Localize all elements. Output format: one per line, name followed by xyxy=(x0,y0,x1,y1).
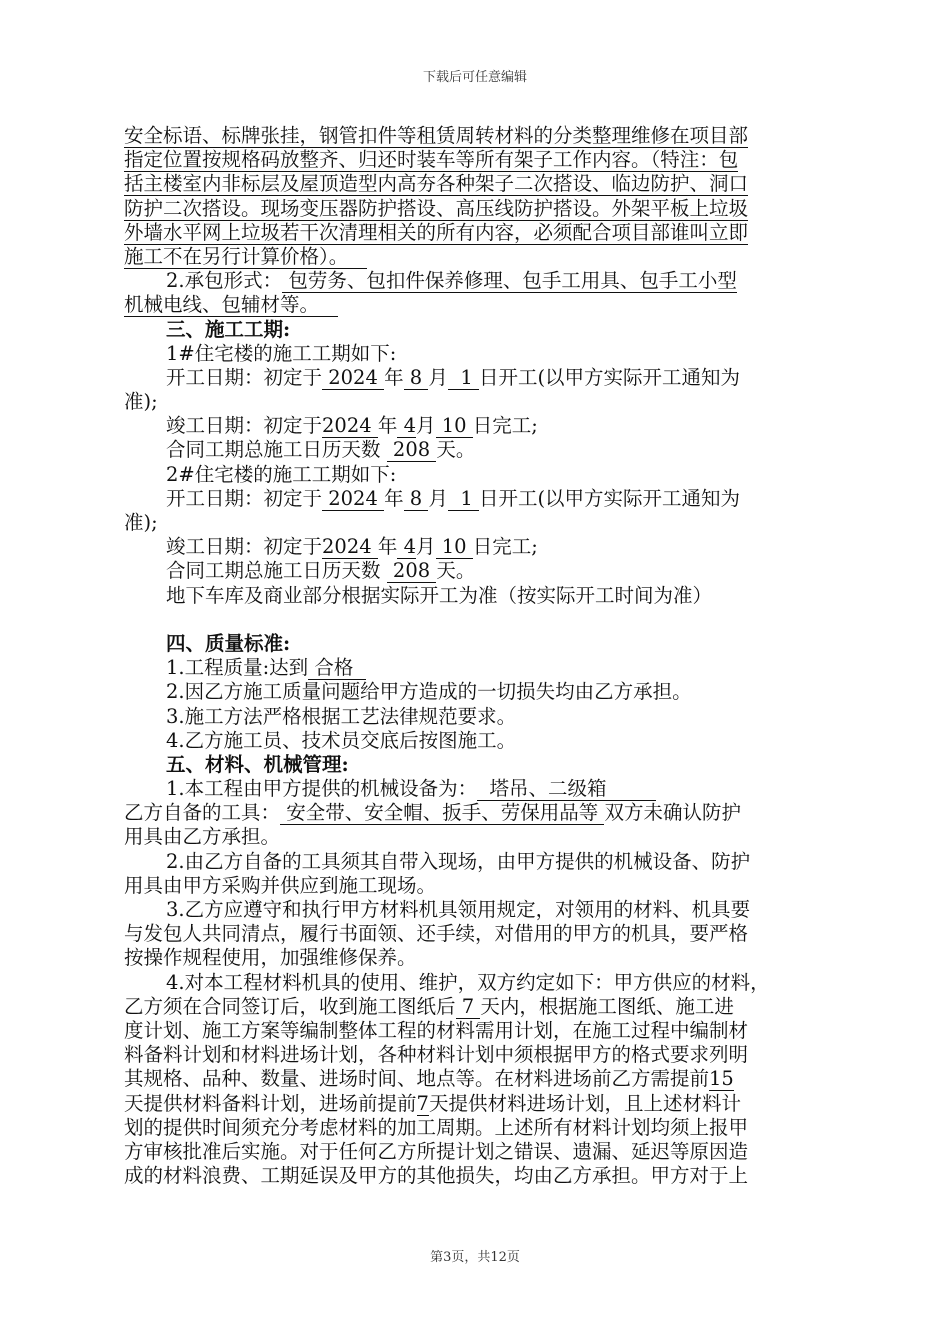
contract-form-value-wrap: 机械电线、包辅材等。 xyxy=(124,293,338,317)
materials-item-4-wrap: 乙方须在合同签订后，收到施工图纸后 7 天内，根据施工图纸、施工进 xyxy=(124,994,734,1018)
materials-item-4-wrap: 方审核批准后实施。对于任何乙方所提计划之错误、遗漏、延迟等原因造 xyxy=(124,1139,749,1163)
scope-line: 指定位置按规格码放整齐、归还时装车等所有架子工作内容。（特注：包 xyxy=(124,148,739,172)
section-4-title: 四、质量标准: xyxy=(166,631,291,655)
tools-line: 乙方自备的工具： 安全带、安全帽、扳手、劳保用品等 双方未确认防护 xyxy=(124,801,741,825)
building-1-start-date: 开工日期：初定于 2024 年 8 月 1 日开工(以甲方实际开工通知为 xyxy=(166,365,741,389)
building-1-title: 1#住宅楼的施工工期如下: xyxy=(166,341,397,365)
contract-form-label: 2.承包形式： xyxy=(166,269,283,293)
building-2-total-days: 合同工期总施工日历天数 208 天。 xyxy=(166,559,476,583)
document-body xyxy=(124,124,848,1188)
scope-line: 防护二次搭设。现场变压器防护搭设、高压线防护搭设。外架平板上垃圾 xyxy=(124,196,749,220)
tools-line-wrap: 用具由乙方承担。 xyxy=(124,825,281,849)
scope-line: 施工不在另行计算价格）。 xyxy=(124,244,349,268)
materials-item-3: 3.乙方应遵守和执行甲方材料机具领用规定，对领用的材料、机具要 xyxy=(166,898,751,921)
materials-item-4-wrap: 料备料计划和材料进场计划，各种材料计划中须根据甲方的格式要求列明 xyxy=(124,1043,749,1067)
quality-item-4: 4.乙方施工员、技术员交底后按图施工。 xyxy=(166,728,517,752)
materials-item-4-wrap: 度计划、施工方案等编制整体工程的材料需用计划，在施工过程中编制材 xyxy=(124,1018,749,1042)
building-2-finish-date: 竣工日期：初定于2024 年 4月 10 日完工; xyxy=(166,535,538,559)
quality-item-1: 1.工程质量:达到 合格 xyxy=(124,656,848,680)
materials-item-2: 2.由乙方自备的工具须其自带入现场，由甲方提供的机械设备、防护 xyxy=(166,849,751,873)
building-1-finish-date: 竣工日期：初定于2024 年 4月 10 日完工; xyxy=(166,414,538,438)
materials-item-4-wrap: 其规格、品种、数量、进场时间、地点等。在材料进场前乙方需提前15 xyxy=(124,1067,734,1091)
materials-item-4-wrap: 划的提供时间须充分考虑材料的加工周期。上述所有材料计划均须上报甲 xyxy=(124,1115,749,1139)
materials-item-3-wrap: 与发包人共同清点，履行书面领、还手续，对借用的甲方的机具，要严格 xyxy=(124,922,749,946)
quality-item-3: 3.施工方法严格根据工艺法律规范要求。 xyxy=(166,704,517,728)
scope-line: 外墙水平网上垃圾若干次清理相关的所有内容，必须配合项目部谁叫立即 xyxy=(124,220,749,244)
materials-item-1: 1.本工程由甲方提供的机械设备为： 塔吊、二级箱 xyxy=(124,777,848,801)
materials-item-4-wrap: 天提供材料备料计划，进场前提前7天提供材料进场计划，且上述材料计 xyxy=(124,1091,741,1115)
basement-note: 地下车库及商业部分根据实际开工为准（按实际开工时间为准） xyxy=(166,583,713,607)
materials-item-2-wrap: 用具由甲方采购并供应到施工现场。 xyxy=(124,873,437,897)
contract-form-value: 包劳务、包扣件保养修理、包手工用具、包手工小型 xyxy=(282,269,737,293)
building-1-total-days: 合同工期总施工日历天数 208 天。 xyxy=(166,438,476,462)
section-3-title: 三、施工工期: xyxy=(166,317,291,341)
start-date-wrap: 准); xyxy=(124,511,158,534)
scope-line: 安全标语、标牌张挂，钢管扣件等租赁周转材料的分类整理维修在项目部 xyxy=(124,124,749,147)
start-date-wrap: 准); xyxy=(124,390,158,414)
materials-item-4-wrap: 成的材料浪费、工期延误及甲方的其他损失，均由乙方承担。甲方对于上 xyxy=(124,1164,749,1188)
building-2-title: 2#住宅楼的施工工期如下: xyxy=(166,462,397,486)
building-2-start-date: 开工日期：初定于 2024 年 8 月 1 日开工(以甲方实际开工通知为 xyxy=(166,486,741,510)
materials-item-4: 4.对本工程材料机具的使用、维护，双方约定如下：甲方供应的材料， xyxy=(166,970,770,994)
page-header: 下载后可任意编辑 xyxy=(422,70,527,85)
section-5-title: 五、材料、机械管理: xyxy=(166,752,349,776)
scope-line: 括主楼室内非标层及屋顶造型内高夯各种架子二次搭设、临边防护、洞口 xyxy=(124,172,749,196)
materials-item-3-wrap: 按操作规程使用，加强维修保养。 xyxy=(124,946,417,970)
page-footer: 第3页，共12页 xyxy=(430,1250,520,1265)
quality-item-2: 2.因乙方施工质量问题给甲方造成的一切损失均由乙方承担。 xyxy=(166,680,692,704)
